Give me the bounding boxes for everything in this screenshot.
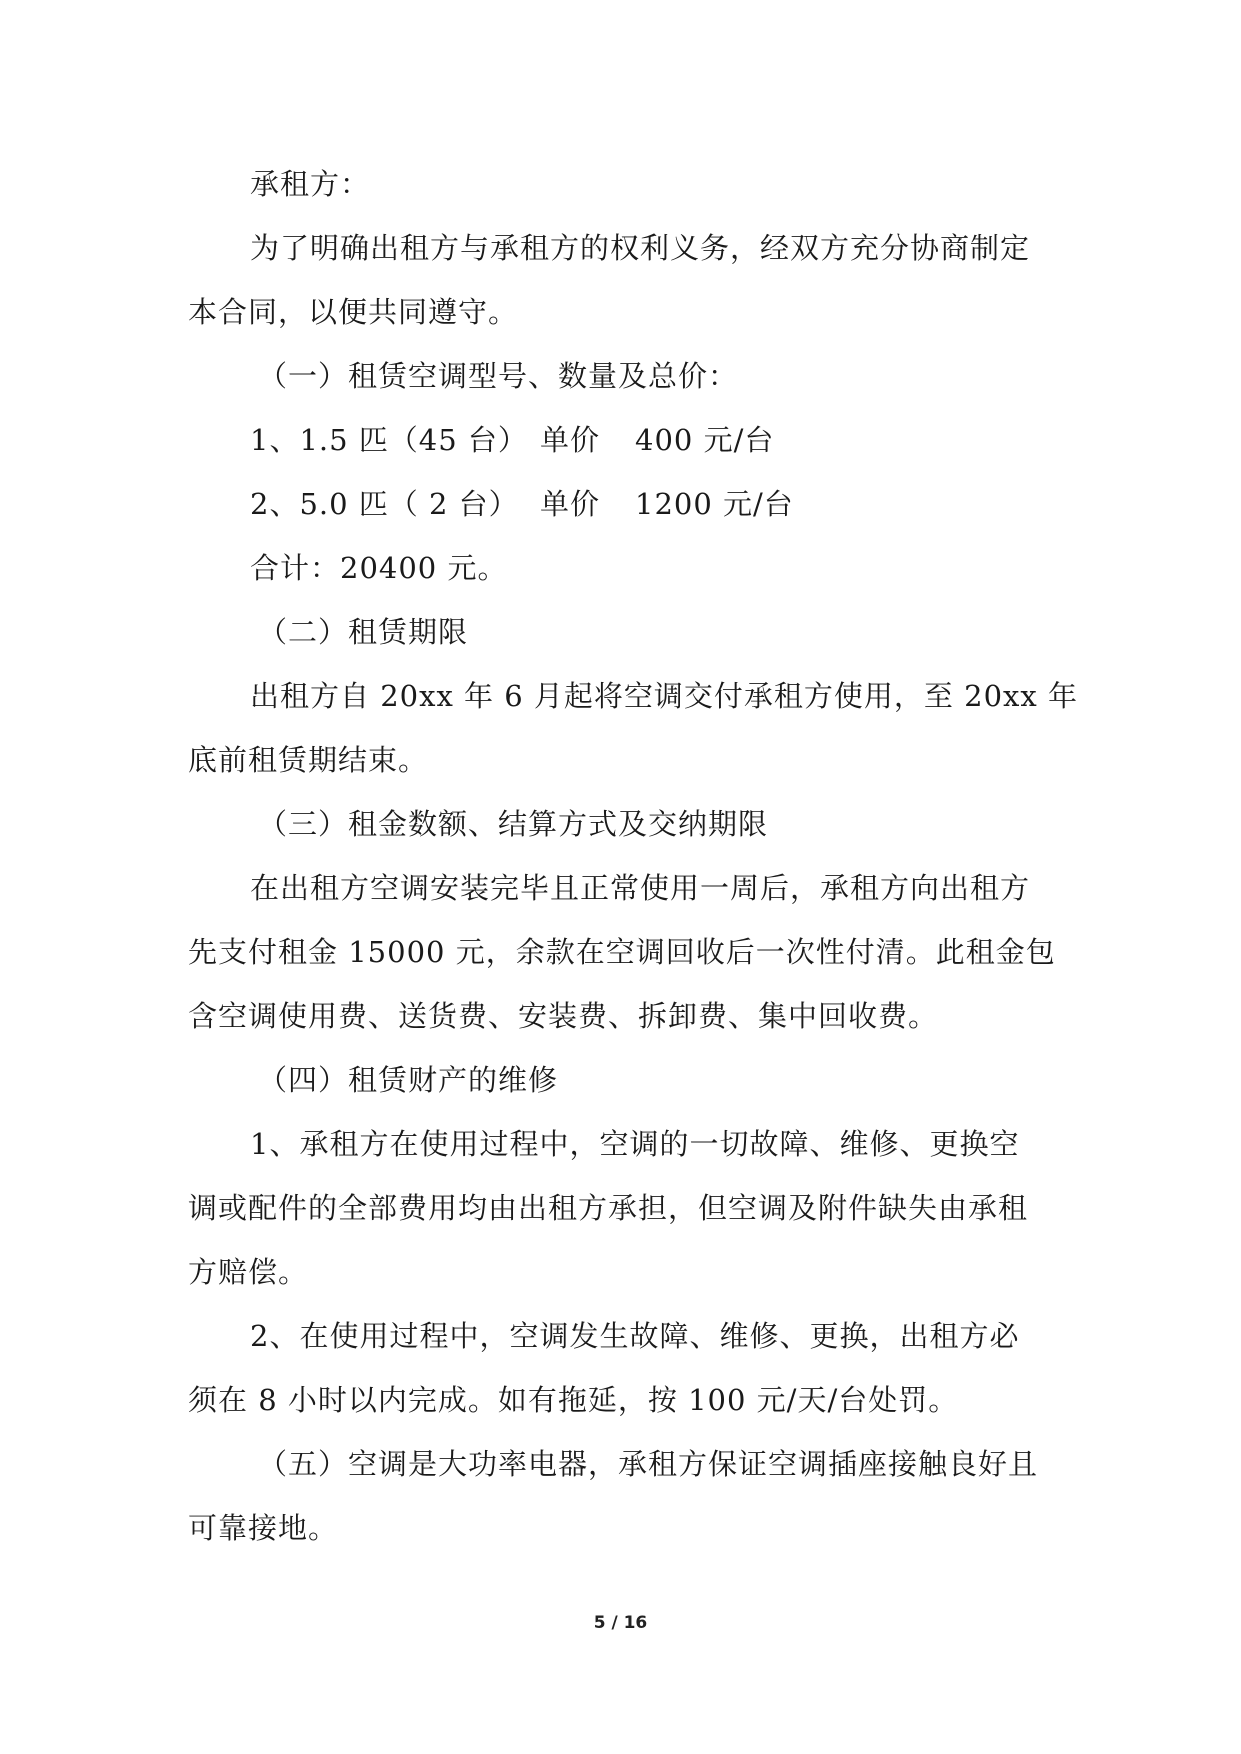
lessee-line: 承租方： [250,167,371,201]
item-1-spec: 1、1.5 匹（45 台） [250,423,528,457]
section-5-paragraph-line-1: （五）空调是大功率电器，承租方保证空调插座接触良好且 [258,1447,1039,1481]
section-3-heading: （三）租金数额、结算方式及交纳期限 [258,807,769,841]
section-3-paragraph-line-2: 先支付租金 15000 元，余款在空调回收后一次性付清。此租金包 [188,935,1056,969]
section-3-paragraph-line-1: 在出租方空调安装完毕且正常使用一周后，承租方向出租方 [250,871,1031,905]
item-2-price: 1200 元/台 [635,487,794,521]
section-5-paragraph-line-2: 可靠接地。 [188,1511,339,1545]
section-2-heading: （二）租赁期限 [258,615,469,649]
total-line: 合计：20400 元。 [250,551,508,585]
intro-paragraph-line-2: 本合同，以便共同遵守。 [188,295,519,329]
section-4-clause-1-line-2: 调或配件的全部费用均由出租方承担，但空调及附件缺失由承租 [188,1191,1029,1225]
page-number: 5 / 16 [593,1613,648,1633]
section-1-heading: （一）租赁空调型号、数量及总价： [258,359,739,393]
section-4-clause-1-line-1: 1、承租方在使用过程中，空调的一切故障、维修、更换空 [250,1127,1020,1161]
document-body [188,152,1078,1560]
section-2-paragraph-line-1: 出租方自 20xx 年 6 月起将空调交付承租方使用，至 20xx 年 [250,679,1078,713]
item-1-price-label: 单价 [540,423,601,457]
item-row-1 [188,408,1058,472]
section-2-paragraph-line-2: 底前租赁期结束。 [188,743,429,777]
intro-paragraph-line-1: 为了明确出租方与承租方的权利义务，经双方充分协商制定 [250,231,1031,265]
item-1-price: 400 元/台 [635,423,775,457]
section-4-clause-1-line-3: 方赔偿。 [188,1255,309,1289]
section-4-clause-2-line-1: 2、在使用过程中，空调发生故障、维修、更换，出租方必 [250,1319,1020,1353]
item-2-spec: 2、5.0 匹（ 2 台） [250,487,519,521]
item-row-2 [188,472,1058,536]
section-4-heading: （四）租赁财产的维修 [258,1063,559,1097]
section-3-paragraph-line-3: 含空调使用费、送货费、安装费、拆卸费、集中回收费。 [188,999,939,1033]
section-4-clause-2-line-2: 须在 8 小时以内完成。如有拖延，按 100 元/天/台处罚。 [188,1383,959,1417]
item-2-price-label: 单价 [540,487,601,521]
